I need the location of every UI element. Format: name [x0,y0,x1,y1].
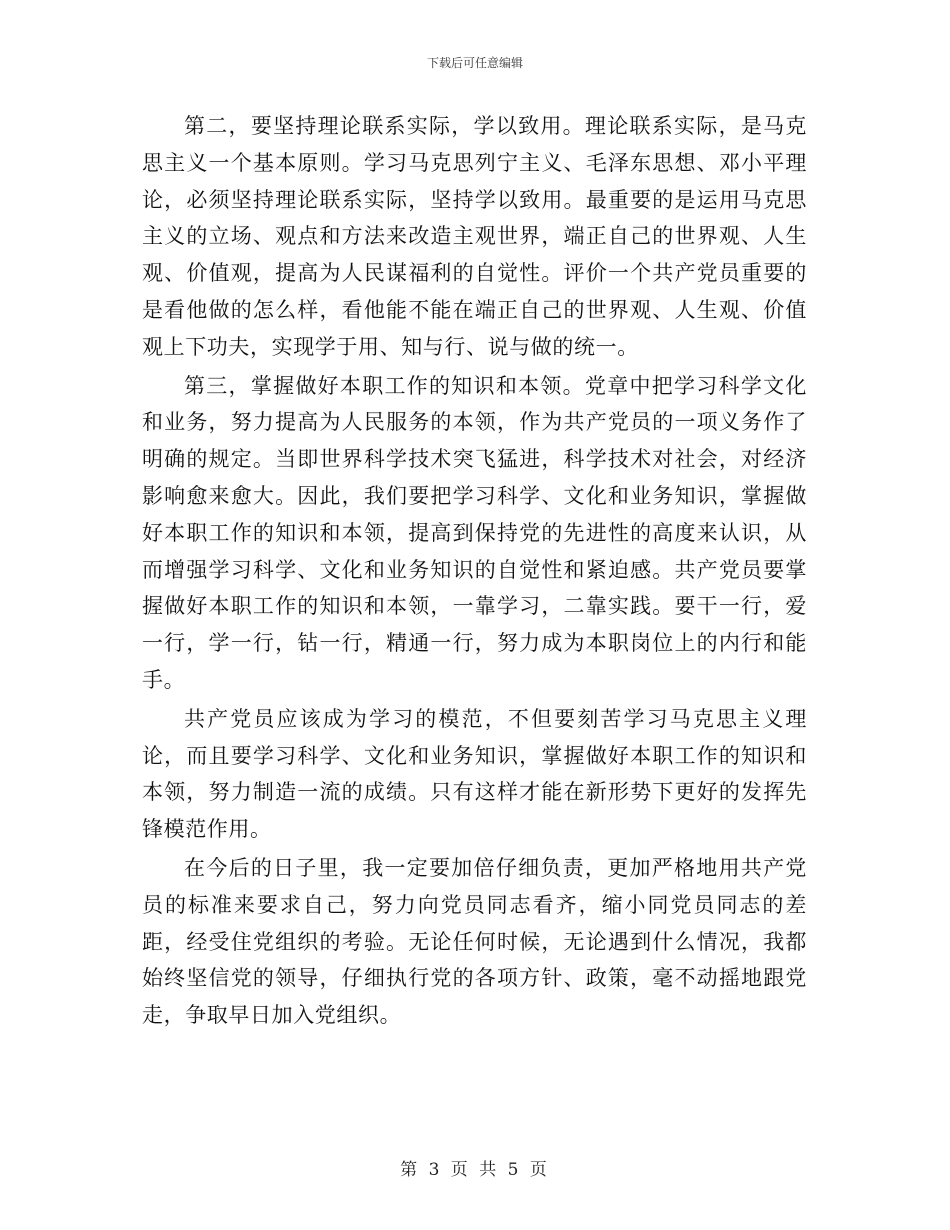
paragraph-3-job-skills: 第三，掌握做好本职工作的知识和本领。党章中把学习科学文化和业务，努力提高为人民服务的本领，作为共产党员的一项义务作了明确的规定。当即世界科学技术突飞猛进，科学技术对社会，对经济影响愈来愈大。因此，我们要把学习科学、文化和业务知识，掌握做好本职工作的知识和本领，提高到保持党的先进性的高度来认识，从而增强学习科学、文化和业务知识的自觉性和紧迫感。共产党员要掌握做好本职工作的知识和本领，一靠学习，二靠实践。要干一行，爱一行，学一行，钻一行，精通一行，努力成为本职岗位上的内行和能手。 [142,373,807,692]
paragraph-closing-pledge: 在今后的日子里，我一定要加倍仔细负责，更加严格地用共产党员的标准来要求自己，努力向党员同志看齐，缩小同党员同志的差距，经受住党组织的考验。无论任何时候，无论遇到什么情况，我都始终坚信党的领导，仔细执行党的各项方针、政策，毫不动摇地跟党走，争取早日加入党组织。 [142,855,807,1028]
page-header: 下载后可任意编辑 [426,56,523,70]
paragraph-2-theory-practice: 第二，要坚持理论联系实际，学以致用。理论联系实际，是马克思主义一个基本原则。学习马克思列宁主义、毛泽东思想、邓小平理论，必须坚持理论联系实际，坚持学以致用。最重要的是运用马克思主义的立场、观点和方法来改造主观世界，端正自己的世界观、人生观、价值观，提高为人民谋福利的自觉性。评价一个共产党员重要的是看他做的怎么样，看他能不能在端正自己的世界观、人生观、价值观上下功夫，实现学于用、知与行、说与做的统一。 [142,114,807,359]
page-number-footer: 第 3 页 共 5 页 [400,1160,550,1180]
document-body [142,108,807,1036]
paragraph-study-model: 共产党员应该成为学习的模范，不但要刻苦学习马克思主义理论，而且要学习科学、文化和业务知识，掌握做好本职工作的知识和本领，努力制造一流的成绩。只有这样才能在新形势下更好的发挥先锋模范作用。 [142,706,807,842]
